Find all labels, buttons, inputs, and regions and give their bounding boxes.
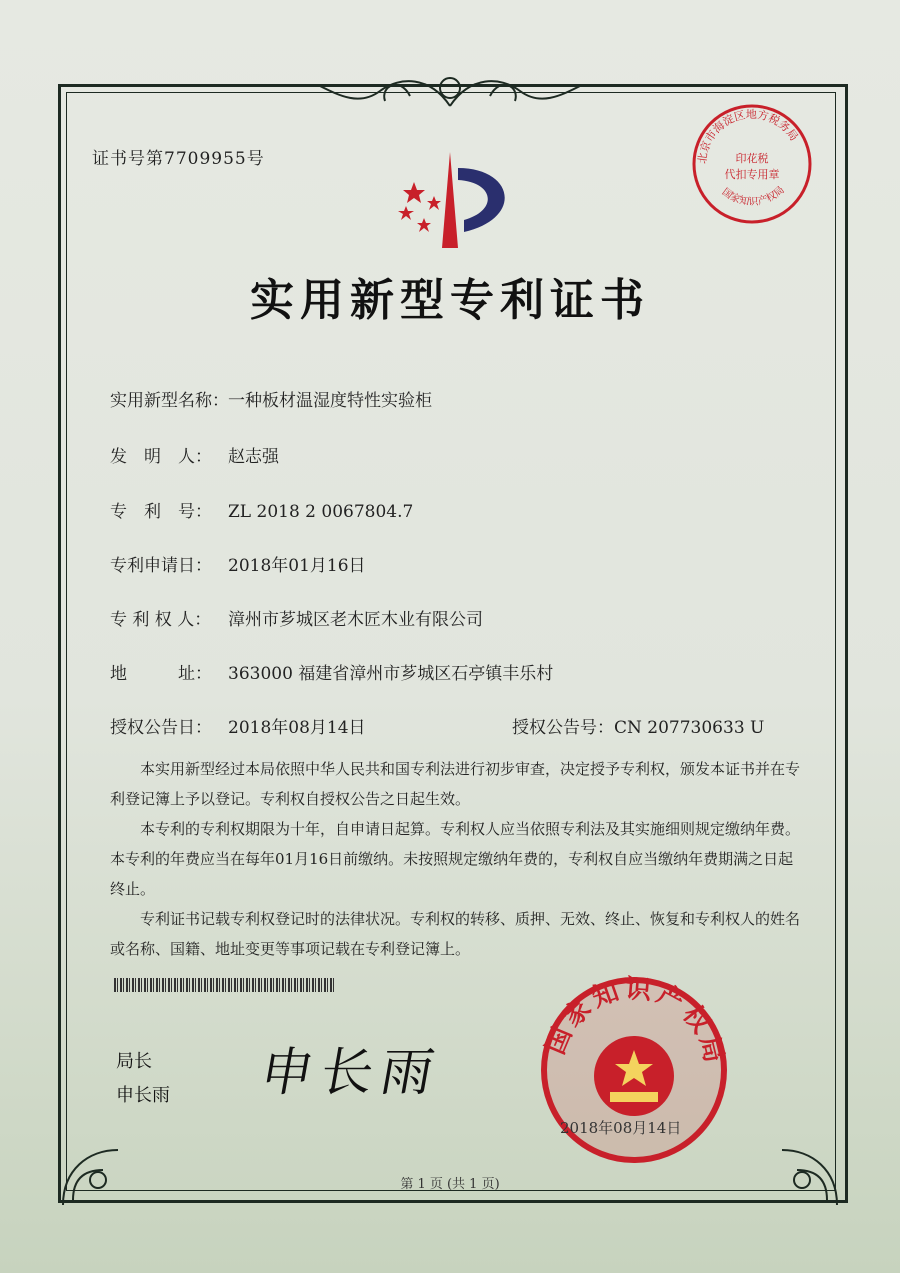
- tax-stamp: [688, 100, 816, 228]
- field-announcement-number: 授权公告号：CN 207730633 U: [512, 718, 765, 738]
- field-address: 地 址： 363000 福建省漳州市芗城区石亭镇丰乐村: [110, 664, 554, 684]
- seal-text: 国家知识产权局: [540, 974, 730, 1070]
- certificate-body: [110, 754, 800, 964]
- certificate-number: 证书号第7709955号: [92, 149, 265, 169]
- field-patent-number: 专 利 号： ZL 2018 2 0067804.7: [110, 502, 414, 522]
- stamp-bottom-text: 国家知识产权局: [719, 184, 787, 209]
- seal-date: 2018年08月14日: [560, 1119, 682, 1137]
- body-paragraph: 本实用新型经过本局依照中华人民共和国专利法进行初步审查，决定授予专利权，颁发本证书并在专利登记簿上予以登记。专利权自授权公告之日起生效。: [110, 760, 801, 808]
- field-utility-model-name: 实用新型名称：一种板材温湿度特性实验柜: [110, 391, 432, 411]
- handwritten-signature: 申长雨: [255, 1043, 447, 1103]
- signatory-name: 申长雨: [116, 1085, 170, 1106]
- field-patentee: 专 利 权 人： 漳州市芗城区老木匠木业有限公司: [110, 610, 483, 630]
- body-paragraph: 专利证书记载专利权登记时的法律状况。专利权的转移、质押、无效、终止、恢复和专利权人的姓名或名称、国籍、地址变更等事项记载在专利登记簿上。: [110, 910, 801, 958]
- official-seal: [536, 972, 732, 1168]
- field-application-date: 专利申请日： 2018年01月16日: [110, 556, 366, 576]
- stamp-inner-line2: 代扣专用章: [724, 168, 780, 181]
- top-ornament: [300, 66, 600, 116]
- signatory-title: 局长: [116, 1051, 152, 1072]
- barcode: [114, 978, 334, 992]
- page-number: 第 1 页 (共 1 页): [400, 1177, 500, 1192]
- body-paragraph: 本专利的专利权期限为十年，自申请日起算。专利权人应当依照专利法及其实施细则规定缴纳年费。本专利的年费应当在每年01月16日前缴纳。未按照规定缴纳年费的，专利权自应当缴纳年费期满之日起终止。: [110, 820, 801, 898]
- field-announcement-date: 授权公告日： 2018年08月14日: [110, 718, 366, 738]
- stamp-inner-line1: 印花税: [735, 152, 769, 165]
- stamp-outer-text: 北京市海淀区地方税务局: [695, 107, 801, 165]
- cnipa-logo-icon: [384, 148, 524, 256]
- field-inventor: 发 明 人： 赵志强: [110, 447, 279, 467]
- svg-text:国家知识产权局: [720, 184, 787, 208]
- certificate-title: 实用新型专利证书: [250, 275, 650, 326]
